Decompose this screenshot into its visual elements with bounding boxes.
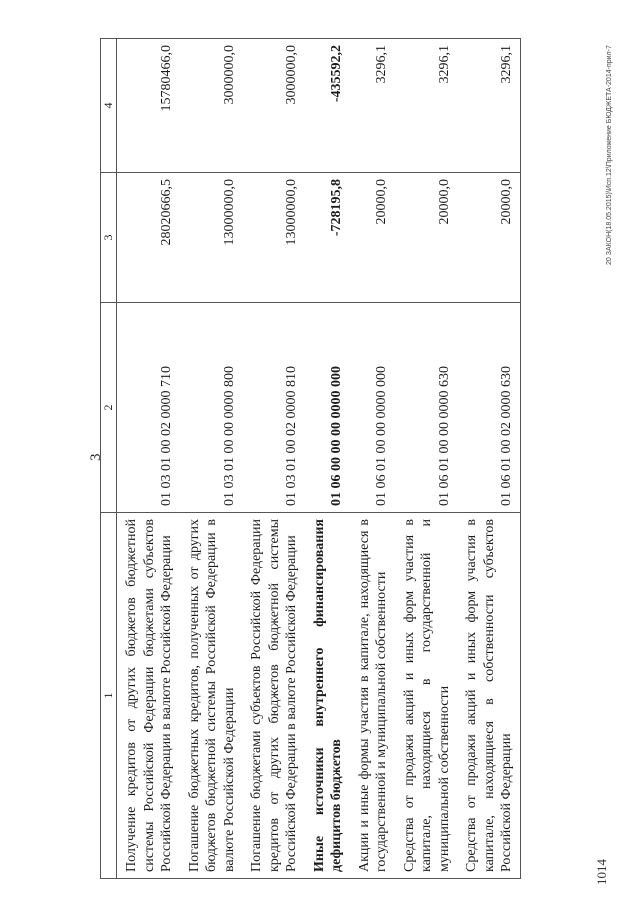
table-header-row	[101, 39, 117, 879]
row-value-col4: 3000000,0	[180, 39, 243, 173]
table-row	[350, 39, 395, 879]
row-value-col3: -728195,8	[305, 173, 350, 303]
row-description: Средства от продажи акций и иных форм участия в капитале, находящиеся в государственной и муниципальной собственности	[395, 513, 458, 879]
row-value-col3: 13000000,0	[242, 173, 305, 303]
row-value-col3: 13000000,0	[180, 173, 243, 303]
table-row	[180, 39, 243, 879]
row-value-col4: 15780466,0	[117, 39, 180, 173]
row-budget-code: 01 03 01 00 02 0000 810	[242, 303, 305, 513]
table-row	[117, 39, 180, 879]
column-header-1: 1	[101, 513, 117, 879]
row-value-col4: 3296,1	[395, 39, 458, 173]
budget-sources-table	[100, 38, 521, 879]
table-row	[457, 39, 520, 879]
row-budget-code: 01 06 01 00 02 0000 630	[457, 303, 520, 513]
row-value-col4: 3296,1	[457, 39, 520, 173]
table-row-section-total	[305, 39, 350, 879]
column-header-3: 3	[101, 173, 117, 303]
row-value-col3: 28020666,5	[117, 173, 180, 303]
row-description: Погашение бюджетами субъектов Российской Федерации кредитов от других бюджетов бюджетной системы Российской Федерации в валюте Российской Федерации	[242, 513, 305, 879]
table-row	[395, 39, 458, 879]
table-row	[242, 39, 305, 879]
row-description: Акции и иные формы участия в капитале, находящиеся в государственной и муниципальной собственности	[350, 513, 395, 879]
row-budget-code: 01 06 01 00 00 0000 630	[395, 303, 458, 513]
row-description: Погашение бюджетных кредитов, полученных от других бюджетов бюджетной системы Российской Федерации в валюте Российской Федерации	[180, 513, 243, 879]
column-header-4: 4	[101, 39, 117, 173]
column-header-2: 2	[101, 303, 117, 513]
row-value-col4: 3000000,0	[242, 39, 305, 173]
footer-file-path: 20 ЗАКОН(18.05.2015)\Исп.12\Приложение БЮДЖЕТА-2014-прил-7	[606, 45, 613, 265]
row-value-col3: 20000,0	[350, 173, 395, 303]
row-value-col4: -435592,2	[305, 39, 350, 173]
row-value-col4: 3296,1	[350, 39, 395, 173]
row-budget-code: 01 06 01 00 00 0000 000	[350, 303, 395, 513]
row-value-col3: 20000,0	[395, 173, 458, 303]
row-description: Средства от продажи акций и иных форм участия в капитале, находящиеся в собственности субъектов Российской Федерации	[457, 513, 520, 879]
row-description: Иные источники внутреннего финансирования дефицитов бюджетов	[305, 513, 350, 879]
row-value-col3: 20000,0	[457, 173, 520, 303]
sheet-number-stamp: 1014	[594, 859, 609, 885]
row-description: Получение кредитов от других бюджетов бюджетной системы Российской Федерации бюджетами субъектов Российской Федерации в валюте Российской Федерации	[117, 513, 180, 879]
page-number: 3	[88, 453, 104, 461]
row-budget-code: 01 06 00 00 00 0000 000	[305, 303, 350, 513]
row-budget-code: 01 03 01 00 00 0000 800	[180, 303, 243, 513]
row-budget-code: 01 03 01 00 02 0000 710	[117, 303, 180, 513]
